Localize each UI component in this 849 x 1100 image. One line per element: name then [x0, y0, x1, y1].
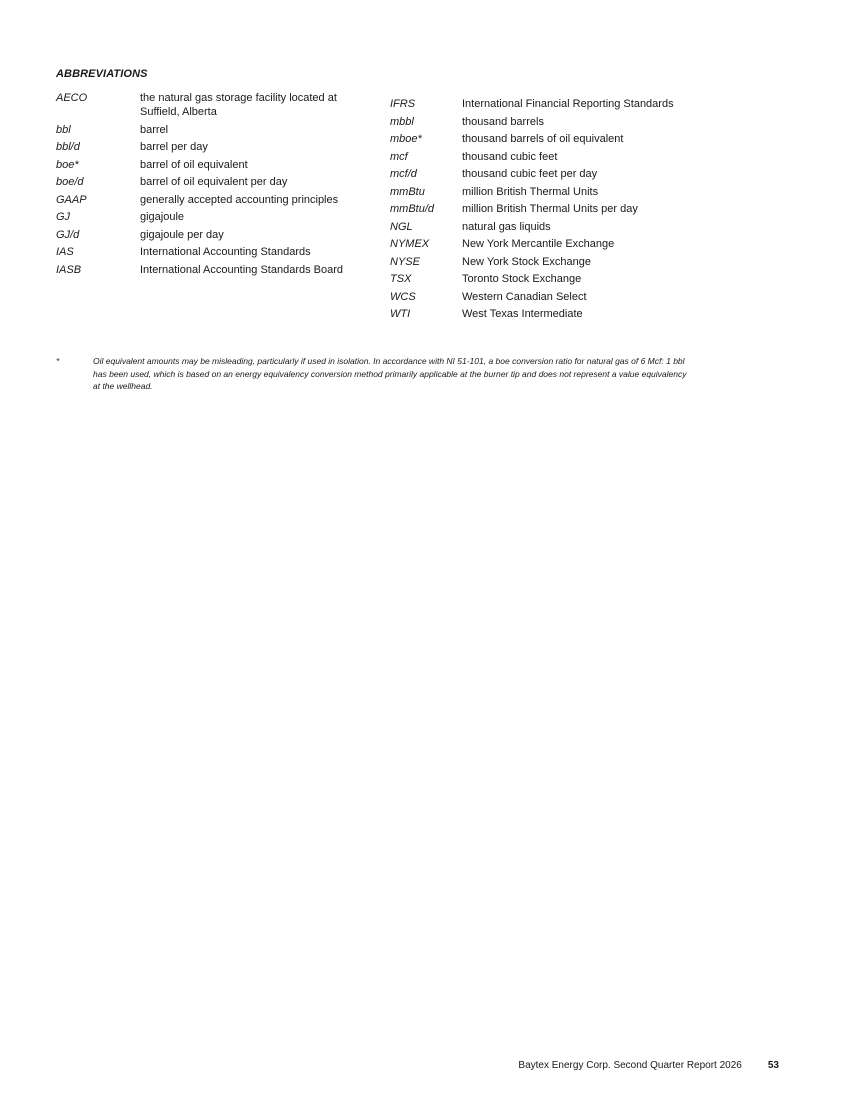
abbreviation-definition: generally accepted accounting principles: [140, 193, 339, 206]
abbreviation-definition: thousand cubic feet per day: [462, 168, 598, 180]
abbreviation-row: [56, 245, 356, 259]
abbreviation-row: [390, 290, 690, 304]
abbreviation-term: TSX: [390, 273, 412, 285]
page-number: 53: [767, 1060, 779, 1071]
abbreviation-row: [56, 210, 356, 224]
abbreviation-term: NGL: [390, 220, 413, 233]
abbreviation-row: [390, 150, 690, 164]
abbreviation-term: NYSE: [390, 255, 420, 268]
footer-report-title: Baytex Energy Corp. Second Quarter Report 2026: [518, 1060, 742, 1071]
abbreviation-term: bbl/d: [56, 141, 80, 153]
abbreviation-term: GJ: [56, 211, 71, 223]
abbreviation-term: bbl: [56, 123, 71, 136]
abbreviation-term: boe/d: [56, 176, 84, 188]
abbreviations-left-column: [56, 91, 356, 280]
page-footer: [518, 1060, 779, 1071]
abbreviation-definition: International Accounting Standards: [140, 246, 311, 258]
abbreviation-definition: thousand barrels of oil equivalent: [462, 133, 624, 145]
abbreviation-row: [56, 263, 356, 277]
abbreviation-term: GJ/d: [56, 228, 80, 241]
abbreviation-row: [390, 255, 690, 269]
abbreviation-definition: Toronto Stock Exchange: [462, 273, 582, 285]
abbreviation-row: [390, 132, 690, 146]
abbreviation-definition: International Accounting Standards Board: [140, 263, 344, 276]
abbreviation-term: AECO: [56, 92, 88, 104]
abbreviation-definition: gigajoule: [140, 211, 185, 223]
abbreviation-definition: thousand cubic feet: [462, 150, 558, 163]
abbreviation-term: WCS: [390, 290, 416, 303]
abbreviation-term: boe*: [56, 158, 79, 171]
abbreviation-row: [56, 193, 356, 207]
abbreviation-term: WTI: [390, 308, 411, 320]
section-heading: ABBREVIATIONS: [56, 68, 148, 80]
abbreviation-row: [390, 167, 690, 181]
abbreviation-definition: natural gas liquids: [462, 220, 551, 233]
abbreviation-definition: barrel of oil equivalent: [140, 158, 248, 171]
abbreviation-definition: barrel of oil equivalent per day: [140, 176, 288, 188]
abbreviation-term: IFRS: [390, 98, 416, 110]
abbreviation-row: [56, 175, 356, 189]
abbreviation-definition: the natural gas storage facility located at Suffield, Alberta: [140, 92, 337, 118]
abbreviation-definition: New York Stock Exchange: [462, 255, 592, 268]
abbreviation-row: [390, 272, 690, 286]
abbreviation-term: IASB: [56, 263, 82, 276]
abbreviation-definition: million British Thermal Units: [462, 185, 599, 198]
abbreviation-row: [390, 220, 690, 234]
abbreviation-term: mboe*: [390, 133, 422, 145]
abbreviation-definition: Western Canadian Select: [462, 290, 587, 303]
abbreviation-row: [390, 237, 690, 251]
abbreviation-row: [390, 115, 690, 129]
abbreviation-row: [390, 202, 690, 216]
abbreviation-definition: barrel per day: [140, 141, 208, 153]
abbreviation-definition: barrel: [140, 123, 169, 136]
abbreviation-definition: thousand barrels: [462, 115, 544, 128]
abbreviation-definition: New York Mercantile Exchange: [462, 238, 615, 250]
abbreviation-term: mcf: [390, 150, 408, 163]
footnote: [56, 355, 696, 393]
abbreviation-term: mcf/d: [390, 168, 417, 180]
abbreviation-row: [390, 185, 690, 199]
abbreviation-term: mmBtu/d: [390, 203, 435, 215]
abbreviation-row: [56, 228, 356, 242]
abbreviation-term: mbbl: [390, 115, 414, 128]
abbreviation-term: IAS: [56, 246, 74, 258]
footnote-marker: *: [56, 356, 60, 366]
abbreviation-definition: International Financial Reporting Standards: [462, 98, 674, 110]
abbreviation-term: GAAP: [56, 193, 87, 206]
abbreviations-right-column: [390, 97, 690, 325]
abbreviation-definition: West Texas Intermediate: [462, 308, 583, 320]
abbreviation-term: NYMEX: [390, 238, 430, 250]
abbreviation-definition: gigajoule per day: [140, 228, 224, 241]
abbreviation-row: [56, 140, 356, 154]
abbreviation-row: [56, 123, 356, 137]
abbreviation-row: [390, 307, 690, 321]
footnote-text: Oil equivalent amounts may be misleading, particularly if used in isolation. In accordance with NI 51-101, a boe conversion ratio for natural gas of 6 Mcf: 1 bbl has been used, which is based on an energy equivalency conversion method primarily applicable at the burner tip and does not represent a value equivalency at the wellhead.: [93, 356, 687, 391]
abbreviation-row: [390, 97, 690, 111]
abbreviation-term: mmBtu: [390, 185, 425, 198]
abbreviation-row: [56, 158, 356, 172]
abbreviation-row: [56, 91, 356, 119]
abbreviation-definition: million British Thermal Units per day: [462, 203, 638, 215]
